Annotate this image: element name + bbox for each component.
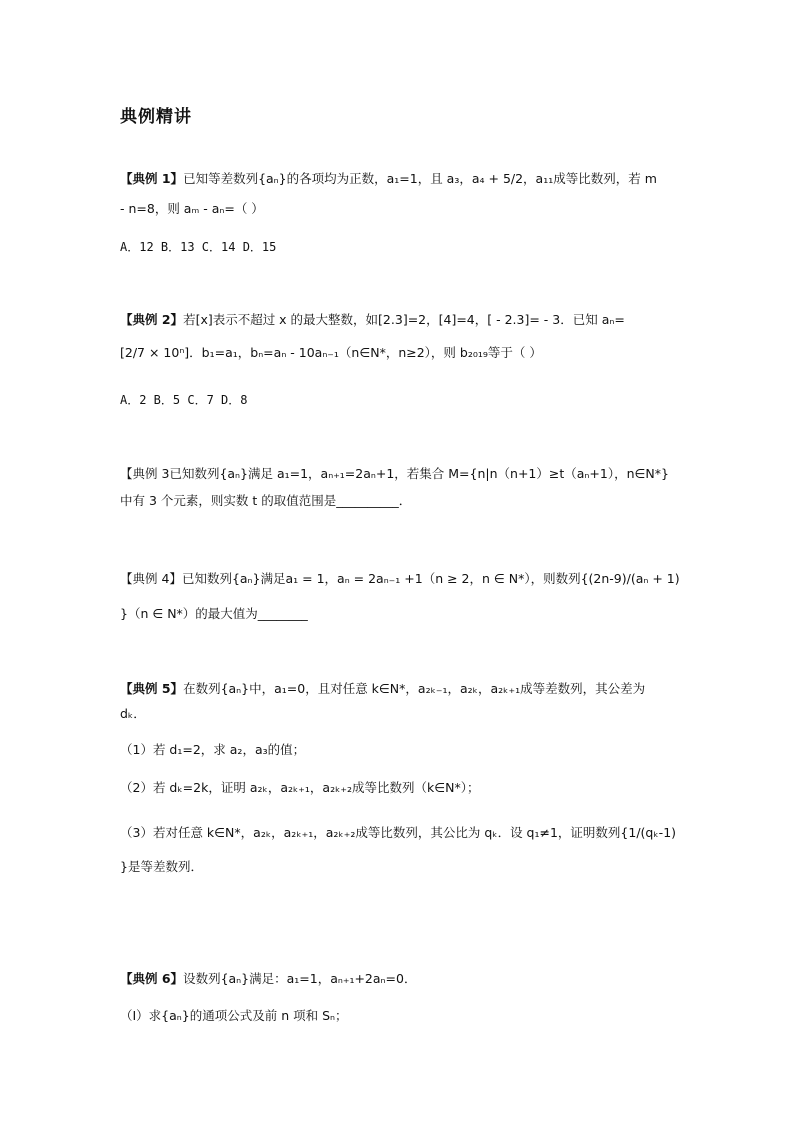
- example-4-line-1: [120, 570, 680, 588]
- example-3-text-1: 已知数列{aₙ}满足 a₁=1，aₙ₊₁=2aₙ+1，若集合 M={n|n（n+1）≥t（aₙ+1），n∈N*}: [169, 466, 669, 481]
- example-2-tag: 【典例 2】: [120, 312, 184, 327]
- example-5-tag: 【典例 5】: [120, 681, 184, 696]
- example-5-question-2: （2）若 dₖ=2k，证明 a₂ₖ，a₂ₖ₊₁，a₂ₖ₊₂成等比数列（k∈N*）；: [120, 780, 480, 795]
- example-3-tag: 【典例 3: [120, 466, 170, 481]
- example-6-question-1: （Ⅰ）求{aₙ}的通项公式及前 n 项和 Sₙ；: [120, 1008, 348, 1023]
- example-4-tag: 【典例 4】: [120, 571, 182, 586]
- example-3-line-2: 中有 3 个元素，则实数 t 的取值范围是__________．: [120, 493, 412, 508]
- example-2-options: A．2 B．5 C．7 D．8: [120, 393, 248, 407]
- example-5-line-2: dₖ．: [120, 706, 146, 721]
- example-5-question-1: （1）若 d₁=2，求 a₂，a₃的值；: [120, 742, 306, 757]
- example-1-tag: 【典例 1】: [120, 171, 184, 186]
- example-1-options: A．12 B．13 C．14 D．15: [120, 240, 277, 254]
- example-5-question-3-line-1: （3）若对任意 k∈N*，a₂ₖ，a₂ₖ₊₁，a₂ₖ₊₂成等比数列，其公比为 qₖ．设 q₁≠1，证明数列{1/(qₖ-1): [120, 825, 677, 840]
- example-1-line-2: - n=8，则 aₘ - aₙ=（ ）: [120, 201, 264, 216]
- section-title: 典例精讲: [120, 107, 192, 127]
- example-1-text-1: 已知等差数列{aₙ}的各项均为正数，a₁=1，且 a₃，a₄ + 5/2，a₁₁成等比数列，若 m: [183, 171, 657, 186]
- example-3-line-1: [120, 465, 669, 483]
- example-1-line-1: [120, 170, 657, 188]
- example-5-question-3-line-2: }是等差数列．: [120, 859, 203, 874]
- example-2-line-2: [2/7 × 10ⁿ]．b₁=a₁，bₙ=aₙ - 10aₙ₋₁（n∈N*，n≥2），则 b₂₀₁₉等于（ ）: [120, 345, 542, 360]
- example-4-line-2: }（n ∈ N*）的最大值为________: [120, 606, 308, 621]
- example-2-line-1: [120, 311, 625, 329]
- example-6-line-1: [120, 970, 416, 988]
- example-5-line-1: [120, 680, 645, 698]
- example-5-text-1: 在数列{aₙ}中，a₁=0，且对任意 k∈N*，a₂ₖ₋₁，a₂ₖ，a₂ₖ₊₁成等差数列，其公差为: [183, 681, 646, 696]
- example-6-text-1: 设数列{aₙ}满足：a₁=1，aₙ₊₁+2aₙ=0．: [183, 971, 417, 986]
- example-2-text-1: 若[x]表示不超过 x 的最大整数，如[2.3]=2，[4]=4，[ - 2.3]= - 3．已知 aₙ=: [183, 312, 625, 327]
- example-6-tag: 【典例 6】: [120, 971, 184, 986]
- example-4-text-1: 已知数列{aₙ}满足a₁ = 1，aₙ = 2aₙ₋₁ +1（n ≥ 2，n ∈ N*），则数列{(2n-9)/(aₙ + 1): [181, 571, 680, 586]
